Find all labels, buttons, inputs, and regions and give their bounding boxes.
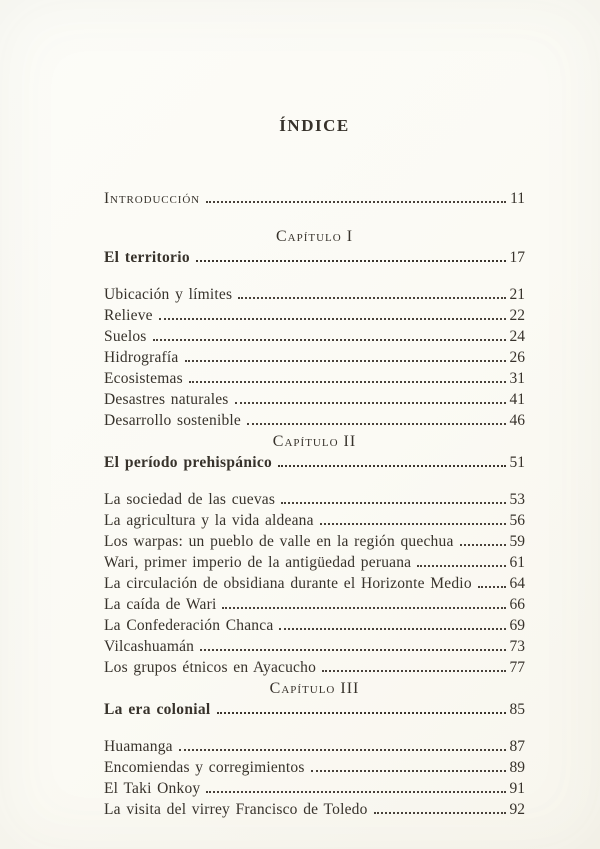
toc-entry-label: La Confederación Chanca [104,617,274,634]
toc-entry [104,531,525,552]
chapter-title-page: 51 [509,454,525,471]
chapter-entries [104,736,525,820]
toc-entry-label: El Taki Onkoy [104,780,201,797]
toc-entry-label: La visita del virrey Francisco de Toledo [104,801,368,818]
chapter-title-label: El territorio [104,249,190,266]
dot-leader [281,502,505,504]
toc-entry-introduccion [104,188,525,209]
chapter-section-3 [104,678,525,820]
dot-leader [179,749,506,751]
dot-leader [206,791,505,793]
toc-entry-label: La circulación de obsidiana durante el Horizonte Medio [104,575,472,592]
chapter-entries [104,489,525,678]
toc-entry-label: Hidrografía [104,349,179,366]
toc-entry-page: 11 [510,190,525,207]
dot-leader [460,544,506,546]
dot-leader [478,586,506,588]
toc-entry-page: 24 [509,328,525,345]
toc-entry-label: Suelos [104,328,147,345]
toc-entry-page: 59 [509,533,525,550]
toc-entry-page: 61 [509,554,525,571]
toc-entry-page: 91 [509,780,525,797]
dot-leader [217,712,506,714]
toc-entry-page: 92 [509,801,525,818]
toc-entry-page: 46 [509,412,525,429]
toc-entry [104,657,525,678]
toc-entry-page: 41 [509,391,525,408]
dot-leader [235,402,506,404]
chapter-heading-3: Capítulo III [269,680,360,697]
toc-entry-label: Wari, primer imperio de la antigüedad peruana [104,554,412,571]
toc-entry-page: 26 [509,349,525,366]
chapter-title-page: 85 [509,701,525,718]
dot-leader [320,523,506,525]
chapter-title-page: 17 [509,249,525,266]
toc-entry-page: 89 [509,759,525,776]
toc-entry [104,552,525,573]
toc-entry [104,284,525,305]
toc-entry-label: Los grupos étnicos en Ayacucho [104,659,317,676]
dot-leader [279,628,505,630]
toc-entry [104,389,525,410]
chapter-entries [104,284,525,431]
chapter-title-row [104,452,525,473]
toc-entry-label: Ubicación y límites [104,286,233,303]
toc-entry-page: 53 [509,491,525,508]
toc-entry-page: 56 [509,512,525,529]
toc-entry [104,778,525,799]
toc-entry-page: 22 [509,307,525,324]
toc-entry [104,799,525,820]
chapter-title-row [104,247,525,268]
toc-entry-label: Encomiendas y corregimientos [104,759,305,776]
toc-entry-page: 66 [509,596,525,613]
toc-entry-label: La agricultura y la vida aldeana [104,512,314,529]
toc-title: ÍNDICE [279,116,350,135]
toc-entry [104,757,525,778]
dot-leader [238,297,505,299]
toc-entry-label: Ecosistemas [104,370,183,387]
toc-entry-page: 31 [509,370,525,387]
toc-entry-page: 69 [509,617,525,634]
dot-leader [322,670,505,672]
toc-entry [104,410,525,431]
toc-entry-label: Vilcashuamán [104,638,195,655]
toc-entry-page: 21 [509,286,525,303]
toc-entry [104,636,525,657]
toc-entry-label: Relieve [104,307,153,324]
toc-entry-label: Los warpas: un pueblo de valle en la región quechua [104,533,454,550]
dot-leader [206,201,506,203]
toc-entry [104,615,525,636]
toc-entry [104,510,525,531]
dot-leader [247,423,506,425]
dot-leader [311,770,506,772]
dot-leader [417,565,505,567]
chapter-heading-1: Capítulo I [275,228,354,245]
chapter-title-row [104,699,525,720]
toc-entry [104,573,525,594]
toc-entry-label: La sociedad de las cuevas [104,491,276,508]
chapter-title-label: La era colonial [104,701,211,718]
toc-entry-label: La caída de Wari [104,596,217,613]
toc-entry [104,368,525,389]
toc-entry-page: 64 [509,575,525,592]
chapter-section-2 [104,431,525,678]
toc-entry [104,489,525,510]
dot-leader [185,360,506,362]
toc-entry-page: 87 [509,738,525,755]
dot-leader [159,318,506,320]
chapter-heading-2: Capítulo II [272,433,357,450]
toc-entry-label: Desarrollo sostenible [104,412,241,429]
dot-leader [278,465,505,467]
toc-entry [104,594,525,615]
dot-leader [189,381,506,383]
toc-entry-label: Huamanga [104,738,173,755]
toc-entry-page: 77 [509,659,525,676]
toc-entry-label: Introducción [104,190,201,207]
toc-entry [104,326,525,347]
dot-leader [222,607,505,609]
chapter-section-1 [104,226,525,431]
toc-entry [104,347,525,368]
toc-column [104,0,525,820]
dot-leader [374,812,506,814]
toc-entry-label: Desastres naturales [104,391,229,408]
dot-leader [153,339,506,341]
chapter-title-label: El período prehispánico [104,454,273,471]
toc-entry-page: 73 [509,638,525,655]
toc-entry [104,305,525,326]
toc-entry [104,736,525,757]
dot-leader [196,260,506,262]
dot-leader [200,649,505,651]
